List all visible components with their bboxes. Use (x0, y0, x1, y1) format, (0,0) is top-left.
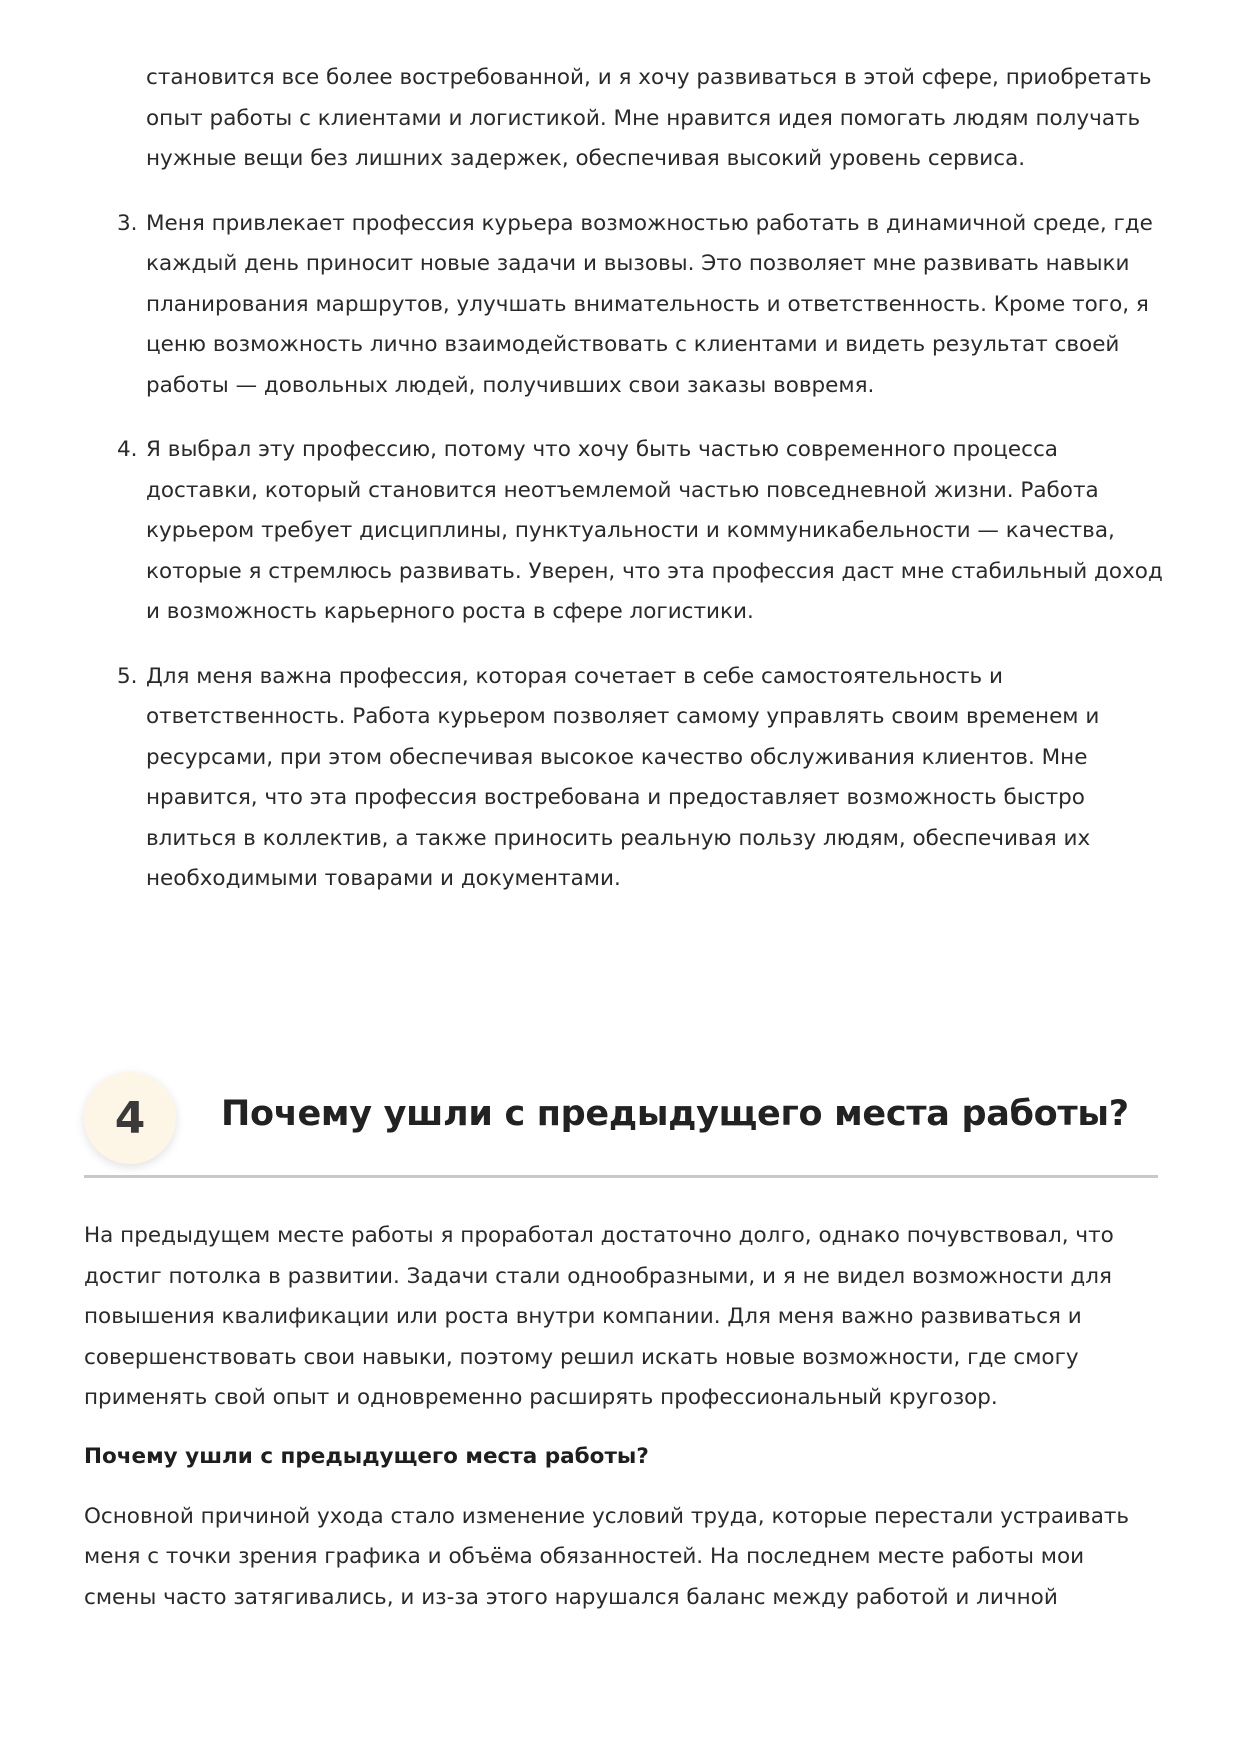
section-header (84, 1070, 1158, 1178)
list-item-text: Для меня важна профессия, которая сочетает в себе самостоятельность и ответственность. Работа курьером позволяет самому управлять своим временем и ресурсами, при этом обеспечивая высокое качество обслуживания клиентов. Мне нравится, что эта профессия востребована и предоставляет возможность быстро влиться в коллектив, а также приносить реальную пользу людям, обеспечивая их необходимыми товарами и документами. (146, 663, 1100, 891)
list-item-number: 3. (117, 210, 138, 236)
section-body (84, 1216, 1158, 1636)
list-item-text: Я выбрал эту профессию, потому что хочу быть частью современного процесса доставки, который становится неотъемлемой частью повседневной жизни. Работа курьером требует дисциплины, пунктуальности и коммуникабельности — качества, которые я стремлюсь развивать. Уверен, что эта профессия даст мне стабильный доход и возможность карьерного роста в сфере логистики. (146, 437, 1163, 624)
body-paragraph: На предыдущем месте работы я проработал достаточно долго, однако почувствовал, что достиг потолка в развитии. Задачи стали однообразными, и я не видел возможности для повышения квалификации или роста внутри компании. Для меня важно развиваться и совершенствовать свои навыки, поэтому решил искать новые возможности, где смогу применять свой опыт и одновременно расширять профессиональный кругозор. (84, 1223, 1114, 1410)
sub-question-heading: Почему ушли с предыдущего места работы? (84, 1443, 649, 1469)
list-item-text: становится все более востребованной, и я хочу развиваться в этой сфере, приобретать опыт работы с клиентами и логистикой. Мне нравится идея помогать людям получать нужные вещи без лишних задержек, обеспечивая высокий уровень сервиса. (146, 65, 1152, 171)
answer-list (0, 58, 1239, 924)
list-item-number: 4. (117, 437, 138, 462)
list-item (117, 204, 1171, 407)
list-item-number: 5. (117, 663, 138, 689)
section-title: Почему ушли с предыдущего места работы? (221, 1094, 1129, 1134)
list-item-text: Меня привлекает профессия курьера возможностью работать в динамичной среде, где каждый день приносит новые задачи и вызовы. Это позволяет мне развивать навыки планирования маршрутов, улучшать внимательность и ответственность. Кроме того, я ценю возможность лично взаимодействовать с клиентами и видеть результат своей работы — довольных людей, получивших свои заказы вовремя. (146, 210, 1153, 398)
list-item (117, 430, 1171, 633)
body-paragraph: Основной причиной ухода стало изменение условий труда, которые перестали устраивать меня с точки зрения графика и объёма обязанностей. На последнем месте работы мои смены часто затягивались, и из-за этого нарушался баланс между работой и личной (84, 1503, 1130, 1610)
section-number-badge: 4 (84, 1072, 176, 1164)
list-item-continuation (146, 58, 1171, 180)
list-item (117, 657, 1171, 900)
